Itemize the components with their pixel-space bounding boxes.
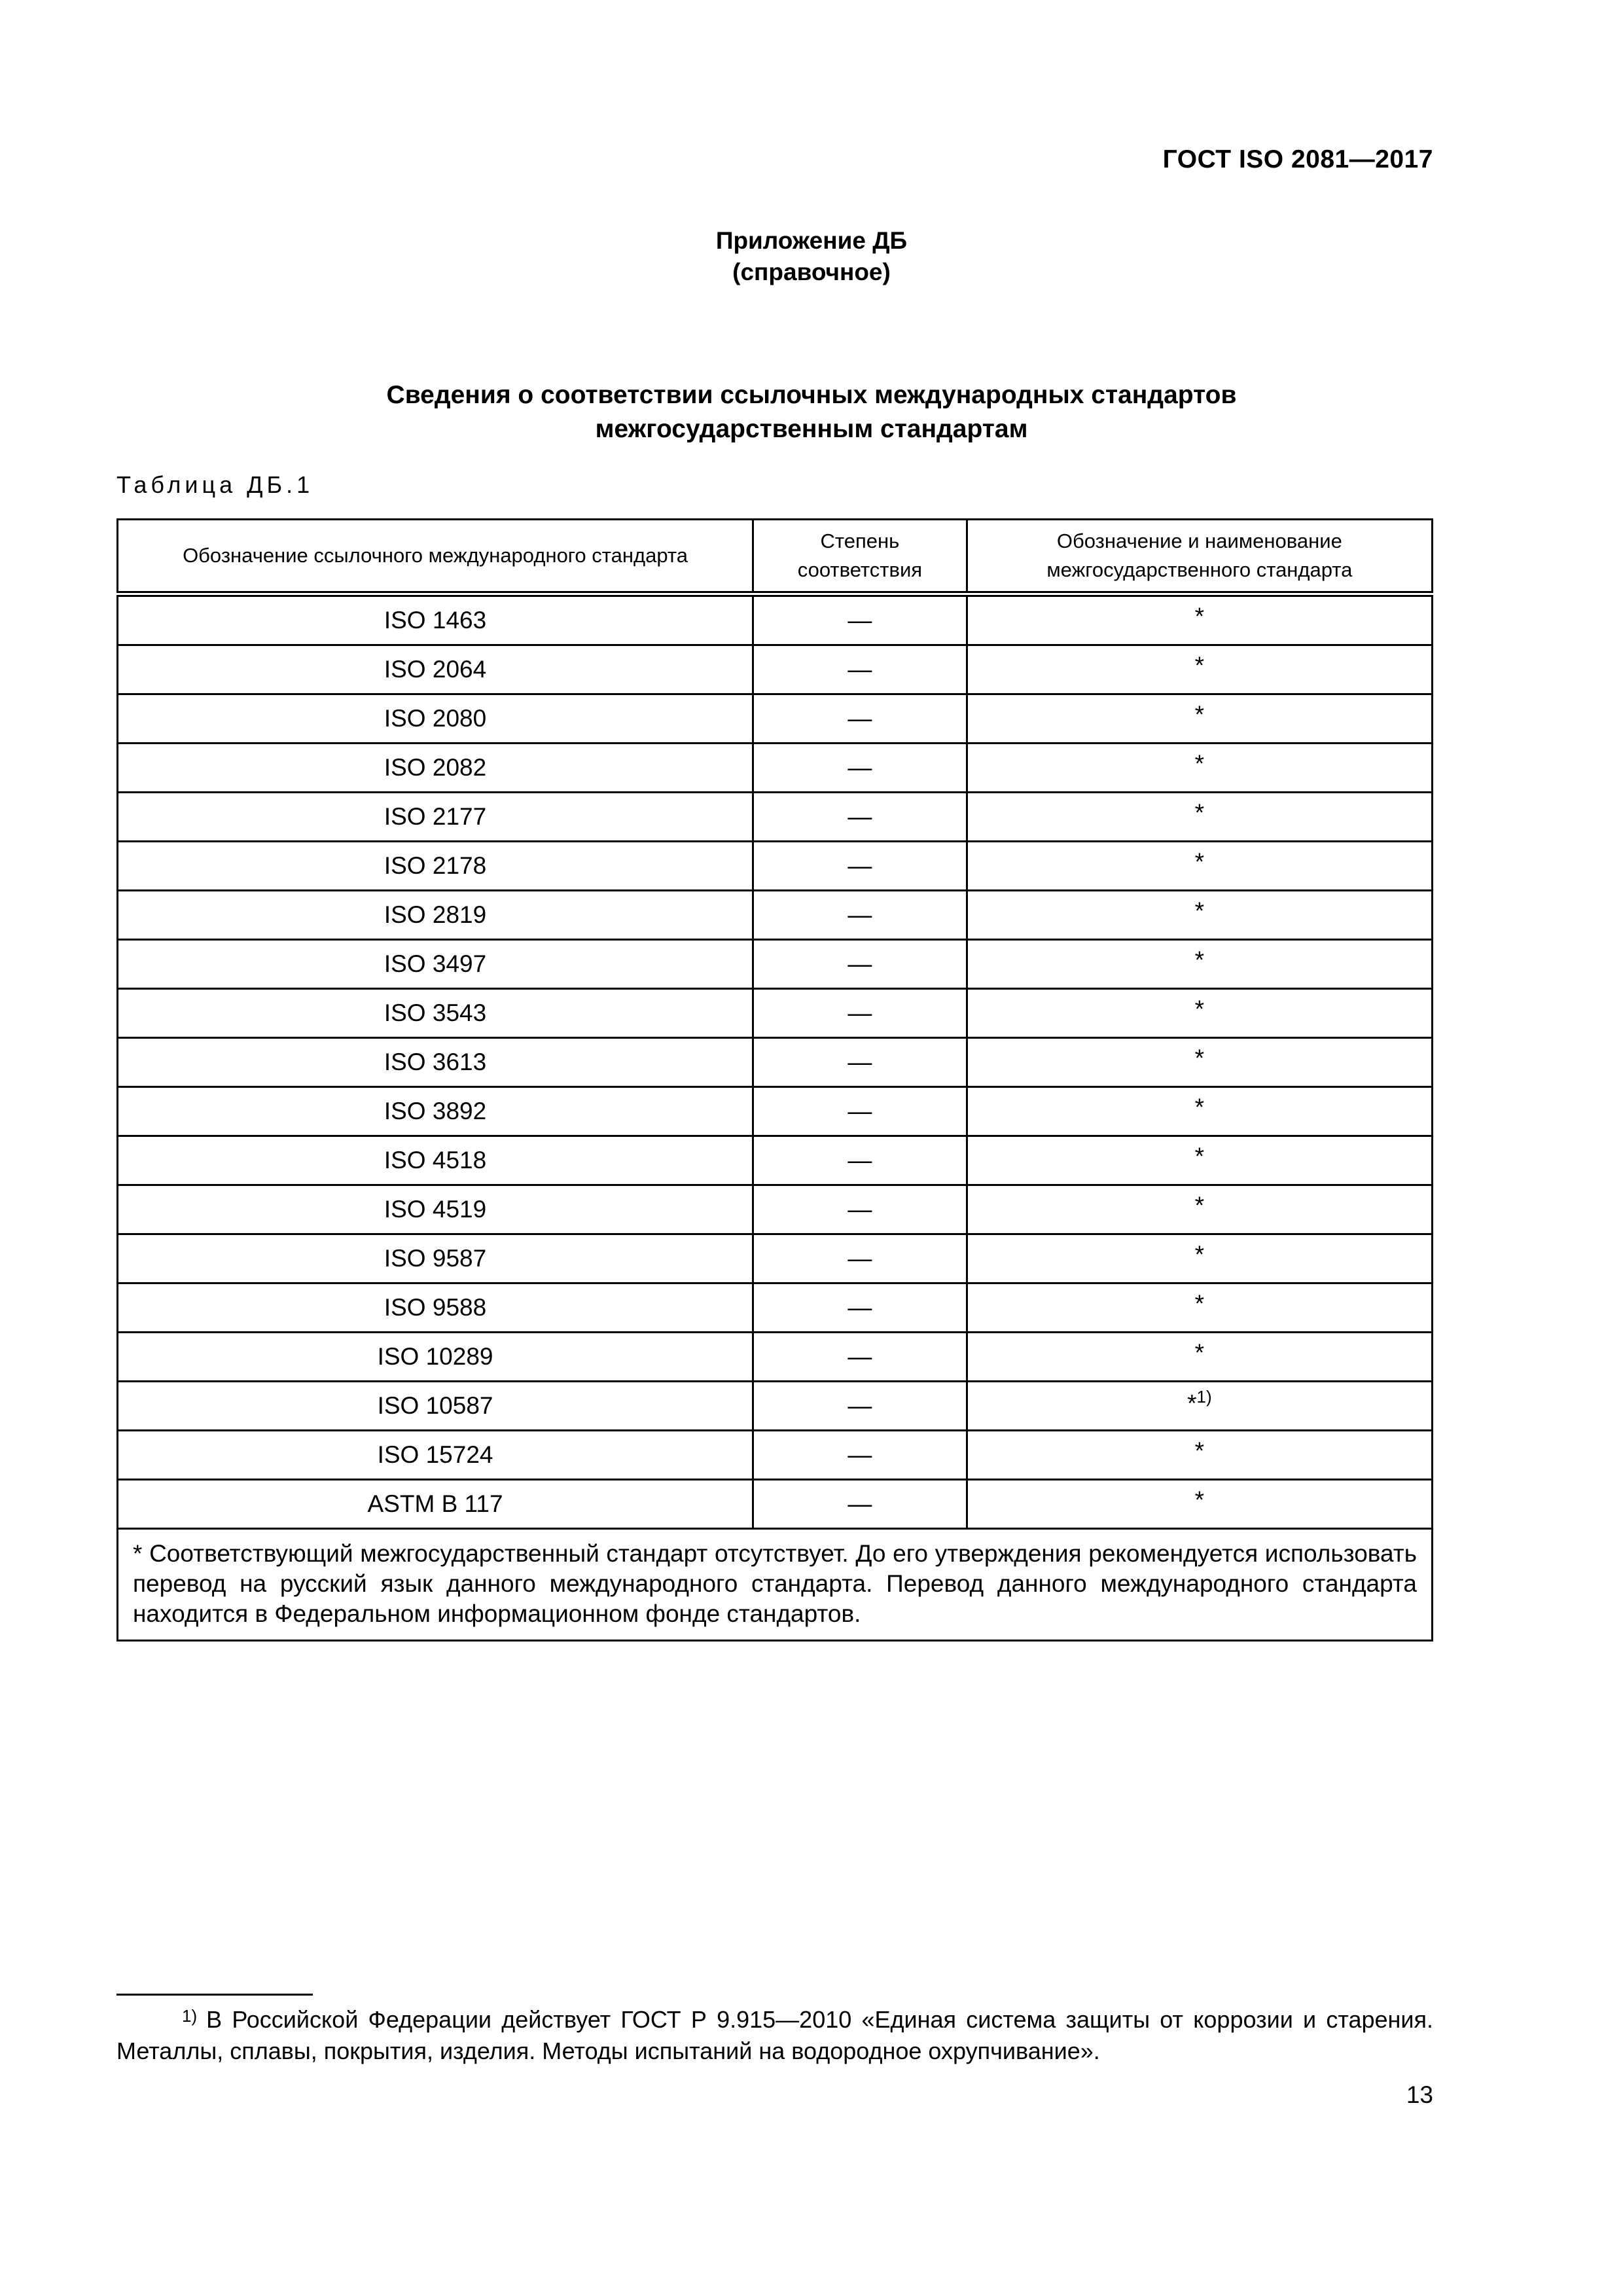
star-mark [1195, 1290, 1204, 1318]
table-row [118, 594, 1433, 645]
table-row [118, 891, 1433, 940]
star-symbol: * [1194, 1241, 1205, 1268]
star-mark [1195, 701, 1204, 728]
cell-interstate-standard [967, 891, 1432, 940]
star-symbol: * [1194, 946, 1205, 973]
cell-interstate-standard [967, 1333, 1432, 1382]
star-symbol: * [1194, 603, 1205, 630]
table-row [118, 940, 1433, 989]
star-mark [1195, 946, 1204, 974]
star-symbol: * [1194, 750, 1205, 777]
star-mark [1195, 1486, 1204, 1514]
header-line: межгосударственного стандарта [1046, 558, 1353, 581]
table-header-row [118, 520, 1433, 594]
star-mark [1195, 750, 1204, 778]
cell-international-standard: ISO 10289 [118, 1333, 753, 1382]
cell-interstate-standard [967, 842, 1432, 891]
cell-interstate-standard [967, 1185, 1432, 1234]
star-symbol: * [1187, 1390, 1197, 1417]
footnote-text: В Российской Федерации действует ГОСТ Р 9.915—2010 «Единая система защиты от коррозии и старения. Металлы, сплавы, покрытия, изделия. Методы испытаний на водородное охрупчивание». [116, 2006, 1433, 2064]
star-symbol: * [1194, 1339, 1205, 1366]
header-degree [753, 520, 967, 594]
cell-international-standard: ISO 15724 [118, 1431, 753, 1480]
star-symbol: * [1194, 701, 1205, 728]
footnote-divider [116, 1994, 313, 1996]
star-mark [1195, 1339, 1204, 1367]
cell-degree: — [753, 694, 967, 744]
cell-international-standard: ISO 3613 [118, 1038, 753, 1087]
cell-interstate-standard [967, 793, 1432, 842]
table-note: * Соответствующий межгосударственный стандарт отсутствует. До его утверждения рекомендуется использовать перевод на русский язык данного международного стандарта. Перевод данного международного стандарта находится в Федеральном информационном фонде стандартов. [118, 1529, 1433, 1641]
star-symbol: * [1194, 1045, 1205, 1071]
star-symbol: * [1194, 1290, 1205, 1317]
cell-interstate-standard [967, 645, 1432, 694]
cell-degree: — [753, 1234, 967, 1283]
star-symbol: * [1194, 996, 1205, 1022]
cell-interstate-standard [967, 1283, 1432, 1333]
header-interstate-standard [967, 520, 1432, 594]
cell-degree: — [753, 1185, 967, 1234]
star-mark [1195, 1192, 1204, 1219]
cell-international-standard: ISO 3892 [118, 1087, 753, 1136]
star-mark [1195, 996, 1204, 1023]
cell-degree: — [753, 594, 967, 645]
cell-international-standard: ASTM B 117 [118, 1480, 753, 1529]
star-symbol: * [1194, 799, 1205, 826]
table-row [118, 1431, 1433, 1480]
star-mark [1195, 1241, 1204, 1268]
table-caption: Таблица ДБ.1 [116, 471, 314, 498]
table-row [118, 645, 1433, 694]
cell-interstate-standard [967, 1087, 1432, 1136]
star-mark [1195, 1437, 1204, 1465]
footnote-reference: 1) [1196, 1386, 1212, 1407]
cell-international-standard: ISO 2819 [118, 891, 753, 940]
table-row [118, 1333, 1433, 1382]
cell-international-standard: ISO 4518 [118, 1136, 753, 1185]
section-title-line-1: Сведения о соответствии ссылочных международных стандартов [386, 381, 1237, 409]
cell-international-standard: ISO 2178 [118, 842, 753, 891]
section-title [0, 378, 1623, 446]
table-row [118, 1234, 1433, 1283]
cell-degree: — [753, 645, 967, 694]
star-mark [1195, 848, 1204, 876]
cell-international-standard: ISO 2080 [118, 694, 753, 744]
star-mark [1195, 1094, 1204, 1121]
cell-degree: — [753, 1333, 967, 1382]
cell-international-standard: ISO 10587 [118, 1382, 753, 1431]
cell-interstate-standard [967, 594, 1432, 645]
header-line: Степень [820, 529, 900, 552]
cell-international-standard: ISO 9588 [118, 1283, 753, 1333]
table-row [118, 744, 1433, 793]
cell-interstate-standard [967, 1234, 1432, 1283]
table-row [118, 1283, 1433, 1333]
table-row [118, 1136, 1433, 1185]
table-row [118, 989, 1433, 1038]
star-mark [1195, 1045, 1204, 1072]
cell-degree: — [753, 1283, 967, 1333]
cell-international-standard: ISO 2177 [118, 793, 753, 842]
correspondence-table [116, 518, 1433, 1641]
cell-interstate-standard [967, 744, 1432, 793]
star-mark [1195, 897, 1204, 925]
cell-international-standard: ISO 1463 [118, 594, 753, 645]
cell-interstate-standard [967, 940, 1432, 989]
cell-interstate-standard [967, 1382, 1432, 1431]
cell-degree: — [753, 1087, 967, 1136]
table-body [118, 594, 1433, 1529]
table-row [118, 1480, 1433, 1529]
header-international-standard [118, 520, 753, 594]
appendix-heading [0, 225, 1623, 288]
table-row [118, 842, 1433, 891]
cell-degree: — [753, 1480, 967, 1529]
cell-degree: — [753, 940, 967, 989]
table-row [118, 694, 1433, 744]
cell-international-standard: ISO 2064 [118, 645, 753, 694]
cell-interstate-standard [967, 989, 1432, 1038]
appendix-subtitle: (справочное) [732, 259, 891, 285]
cell-degree: — [753, 1038, 967, 1087]
star-mark [1195, 652, 1204, 679]
cell-international-standard: ISO 3497 [118, 940, 753, 989]
star-symbol: * [1194, 1094, 1205, 1121]
page-number: 13 [1406, 2081, 1433, 2108]
cell-international-standard: ISO 2082 [118, 744, 753, 793]
cell-international-standard: ISO 9587 [118, 1234, 753, 1283]
cell-international-standard: ISO 4519 [118, 1185, 753, 1234]
cell-degree: — [753, 989, 967, 1038]
cell-interstate-standard [967, 1480, 1432, 1529]
cell-degree: — [753, 1382, 967, 1431]
header-line: соответствия [797, 558, 923, 581]
cell-interstate-standard [967, 1431, 1432, 1480]
star-symbol: * [1194, 897, 1205, 924]
cell-interstate-standard [967, 694, 1432, 744]
cell-degree: — [753, 793, 967, 842]
appendix-title: Приложение ДБ [715, 227, 908, 254]
cell-interstate-standard [967, 1136, 1432, 1185]
star-mark [1195, 603, 1204, 630]
cell-international-standard: ISO 3543 [118, 989, 753, 1038]
star-symbol: * [1194, 1192, 1205, 1219]
section-title-line-2: межгосударственным стандартам [595, 415, 1028, 443]
cell-degree: — [753, 744, 967, 793]
cell-degree: — [753, 891, 967, 940]
table-row [118, 793, 1433, 842]
cell-degree: — [753, 842, 967, 891]
table-row [118, 1087, 1433, 1136]
star-mark [1187, 1387, 1212, 1417]
header-line: Обозначение ссылочного международного стандарта [183, 544, 688, 567]
footnote-mark: 1) [182, 2006, 198, 2026]
star-symbol: * [1194, 1143, 1205, 1170]
cell-degree: — [753, 1136, 967, 1185]
star-symbol: * [1194, 652, 1205, 679]
star-mark [1195, 799, 1204, 827]
cell-interstate-standard [967, 1038, 1432, 1087]
table-row [118, 1038, 1433, 1087]
document-code: ГОСТ ISO 2081—2017 [1162, 145, 1433, 173]
footnote [116, 2004, 1433, 2067]
star-symbol: * [1194, 1437, 1205, 1464]
table-row [118, 1185, 1433, 1234]
star-symbol: * [1194, 848, 1205, 875]
star-symbol: * [1194, 1486, 1205, 1513]
table-row [118, 1382, 1433, 1431]
cell-degree: — [753, 1431, 967, 1480]
star-mark [1195, 1143, 1204, 1170]
header-line: Обозначение и наименование [1056, 529, 1342, 552]
table-note-row [118, 1529, 1433, 1641]
